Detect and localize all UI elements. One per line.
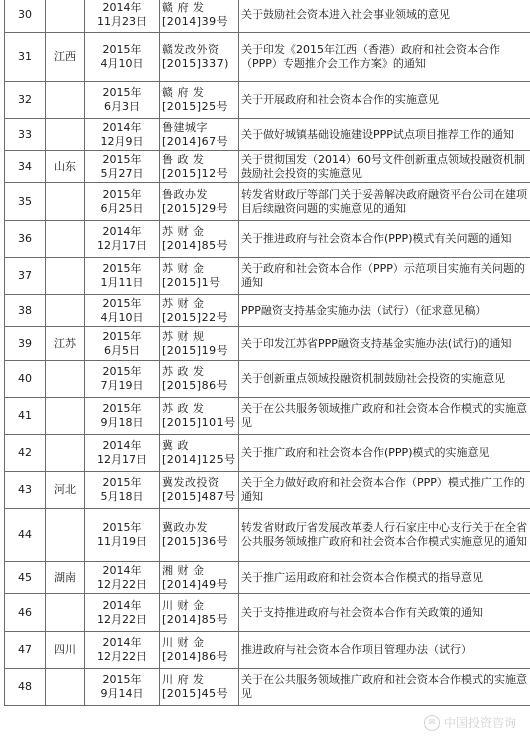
row-number: 43 bbox=[5, 472, 46, 509]
province-cell bbox=[46, 119, 85, 151]
date-day: 4月10日 bbox=[100, 57, 144, 70]
row-number: 35 bbox=[5, 183, 46, 221]
doc-issuer: 鲁政办发 bbox=[162, 187, 208, 201]
date-day: 4月10日 bbox=[100, 310, 144, 324]
doc-serial: [2014]67号 bbox=[162, 134, 229, 148]
province-cell bbox=[46, 258, 85, 295]
doc-issuer: 湘 财 金 bbox=[162, 563, 205, 577]
doc-number-cell bbox=[160, 509, 239, 562]
row-number: 40 bbox=[5, 361, 46, 398]
doc-number-cell bbox=[160, 398, 239, 435]
date-year: 2015年 bbox=[102, 673, 142, 686]
province-cell: 河北 bbox=[46, 472, 85, 509]
doc-serial: [2014]86号 bbox=[162, 650, 229, 663]
date-day: 9月18日 bbox=[100, 416, 144, 429]
row-number: 44 bbox=[5, 509, 46, 562]
date-year: 2015年 bbox=[102, 262, 142, 275]
doc-serial: [2015]101号 bbox=[162, 416, 236, 429]
title-cell: 关于推广政府和社会资本合作(PPP)模式的实施意见 bbox=[239, 435, 530, 472]
doc-serial: [2014]85号 bbox=[162, 612, 229, 626]
date-day: 12月22日 bbox=[97, 650, 147, 663]
date-year: 2015年 bbox=[102, 152, 142, 166]
title-cell: 关于推进政府与社会资本合作(PPP)模式有关问题的通知 bbox=[239, 221, 530, 258]
table-row bbox=[5, 183, 530, 221]
table-row bbox=[5, 669, 530, 706]
date-day: 12月9日 bbox=[100, 134, 144, 148]
doc-issuer: 鲁 政 发 bbox=[162, 152, 205, 166]
doc-issuer: 苏 财 金 bbox=[162, 262, 205, 275]
doc-issuer: 赣 府 发 bbox=[162, 86, 205, 99]
doc-issuer: 苏 财 规 bbox=[162, 329, 205, 343]
doc-issuer: 冀政办发 bbox=[162, 521, 208, 534]
title-cell: 关于全力做好政府和社会资本合作（PPP）模式推广工作的通知 bbox=[239, 472, 530, 509]
date-day: 11月19日 bbox=[97, 535, 147, 548]
row-number: 39 bbox=[5, 327, 46, 361]
date-cell bbox=[85, 33, 160, 82]
table-row bbox=[5, 295, 530, 327]
table-row bbox=[5, 435, 530, 472]
title-cell: 关于创新重点领域投融资机制鼓励社会投资的实施意见 bbox=[239, 361, 530, 398]
doc-number-cell bbox=[160, 183, 239, 221]
province-cell: 山东 bbox=[46, 151, 85, 183]
title-cell: 关于开展政府和社会资本合作的实施意见 bbox=[239, 82, 530, 119]
doc-number-cell bbox=[160, 0, 239, 33]
table-row bbox=[5, 472, 530, 509]
doc-number-cell bbox=[160, 435, 239, 472]
table-row bbox=[5, 82, 530, 119]
watermark bbox=[424, 714, 516, 731]
doc-issuer: 冀发改投资 bbox=[162, 476, 220, 489]
row-number: 47 bbox=[5, 632, 46, 669]
date-cell bbox=[85, 0, 160, 33]
date-day: 12月17日 bbox=[97, 453, 147, 466]
doc-number-cell bbox=[160, 361, 239, 398]
date-year: 2015年 bbox=[102, 329, 142, 343]
title-cell: 推进政府与社会资本合作项目管理办法（试行） bbox=[239, 632, 530, 669]
date-year: 2015年 bbox=[102, 476, 142, 489]
table-row bbox=[5, 119, 530, 151]
date-cell bbox=[85, 435, 160, 472]
date-year: 2015年 bbox=[102, 43, 142, 56]
doc-number-cell bbox=[160, 119, 239, 151]
doc-number-cell bbox=[160, 632, 239, 669]
province-cell bbox=[46, 0, 85, 33]
date-cell bbox=[85, 669, 160, 706]
table-row bbox=[5, 0, 530, 33]
province-cell: 江西 bbox=[46, 33, 85, 82]
doc-issuer: 鲁建城字 bbox=[162, 120, 208, 134]
province-cell bbox=[46, 509, 85, 562]
doc-issuer: 赣发改外资 bbox=[162, 43, 220, 56]
title-cell: 关于贯彻国发（2014）60号文件创新重点领域投融资机制鼓励社会投资的实施意见 bbox=[239, 151, 530, 183]
date-year: 2015年 bbox=[102, 187, 142, 201]
doc-issuer: 川 财 金 bbox=[162, 636, 205, 649]
table-row bbox=[5, 327, 530, 361]
province-cell bbox=[46, 221, 85, 258]
date-day: 11月23日 bbox=[97, 14, 147, 28]
table-row bbox=[5, 33, 530, 82]
doc-number-cell bbox=[160, 33, 239, 82]
table-row bbox=[5, 632, 530, 669]
province-cell bbox=[46, 361, 85, 398]
row-number: 32 bbox=[5, 82, 46, 119]
date-year: 2015年 bbox=[102, 296, 142, 310]
date-cell bbox=[85, 183, 160, 221]
row-number: 36 bbox=[5, 221, 46, 258]
row-number: 30 bbox=[5, 0, 46, 33]
date-cell bbox=[85, 119, 160, 151]
doc-serial: [2015]1号 bbox=[162, 276, 221, 289]
province-cell bbox=[46, 295, 85, 327]
date-year: 2015年 bbox=[102, 365, 142, 378]
date-year: 2014年 bbox=[102, 563, 142, 577]
date-year: 2014年 bbox=[102, 636, 142, 649]
date-day: 12月17日 bbox=[97, 239, 147, 252]
doc-number-cell bbox=[160, 472, 239, 509]
row-number: 31 bbox=[5, 33, 46, 82]
doc-issuer: 苏 财 金 bbox=[162, 225, 205, 238]
table-row bbox=[5, 221, 530, 258]
row-number: 45 bbox=[5, 562, 46, 594]
doc-issuer: 苏 政 发 bbox=[162, 365, 205, 378]
date-cell bbox=[85, 327, 160, 361]
table-row bbox=[5, 562, 530, 594]
doc-number-cell bbox=[160, 594, 239, 632]
doc-number-cell bbox=[160, 295, 239, 327]
doc-number-cell bbox=[160, 221, 239, 258]
title-cell: 关于在公共服务领域推广政府和社会资本合作模式的实施意见 bbox=[239, 669, 530, 706]
title-cell: 关于支持推进政府与社会资本合作有关政策的通知 bbox=[239, 594, 530, 632]
date-day: 7月19日 bbox=[100, 379, 144, 392]
date-year: 2015年 bbox=[102, 86, 142, 99]
doc-issuer: 冀 政 bbox=[162, 439, 189, 452]
doc-serial: [2014]85号 bbox=[162, 239, 229, 252]
province-cell bbox=[46, 669, 85, 706]
table-row bbox=[5, 151, 530, 183]
date-cell bbox=[85, 632, 160, 669]
province-cell bbox=[46, 435, 85, 472]
title-cell: PPP融资支持基金实施办法（试行）（征求意见稿） bbox=[239, 295, 530, 327]
doc-serial: [2015]12号 bbox=[162, 166, 229, 180]
date-day: 5月18日 bbox=[100, 490, 144, 503]
doc-serial: [2015]337) bbox=[162, 57, 229, 70]
date-day: 6月3日 bbox=[104, 100, 140, 113]
row-number: 42 bbox=[5, 435, 46, 472]
date-year: 2015年 bbox=[102, 402, 142, 415]
doc-number-cell bbox=[160, 82, 239, 119]
doc-serial: [2015]487号 bbox=[162, 490, 236, 503]
doc-number-cell bbox=[160, 151, 239, 183]
date-cell bbox=[85, 509, 160, 562]
date-cell bbox=[85, 295, 160, 327]
table-row bbox=[5, 509, 530, 562]
doc-serial: [2015]36号 bbox=[162, 535, 229, 548]
title-cell: 转发省财政厅等部门关于妥善解决政府融资平台公司在建项目后续融资问题的实施意见的通知 bbox=[239, 183, 530, 221]
title-cell: 关于政府和社会资本合作（PPP）示范项目实施有关问题的通知 bbox=[239, 258, 530, 295]
doc-serial: [2015]29号 bbox=[162, 201, 229, 215]
doc-number-cell bbox=[160, 258, 239, 295]
table-row bbox=[5, 398, 530, 435]
doc-serial: [2015]86号 bbox=[162, 379, 229, 392]
province-cell: 湖南 bbox=[46, 562, 85, 594]
doc-issuer: 川 府 发 bbox=[162, 673, 205, 686]
date-cell bbox=[85, 562, 160, 594]
doc-issuer: 川 财 金 bbox=[162, 598, 205, 612]
doc-serial: [2014]49号 bbox=[162, 577, 229, 591]
province-cell bbox=[46, 82, 85, 119]
date-cell bbox=[85, 82, 160, 119]
table-row bbox=[5, 258, 530, 295]
province-cell bbox=[46, 398, 85, 435]
date-day: 9月14日 bbox=[100, 687, 144, 700]
title-cell: 关于鼓励社会资本进入社会事业领域的意见 bbox=[239, 0, 530, 33]
wechat-icon: ✉ bbox=[424, 715, 440, 731]
date-cell bbox=[85, 221, 160, 258]
table-row bbox=[5, 361, 530, 398]
date-cell bbox=[85, 472, 160, 509]
row-number: 48 bbox=[5, 669, 46, 706]
doc-issuer: 苏 财 金 bbox=[162, 296, 205, 310]
title-cell: 关于在公共服务领域推广政府和社会资本合作模式的实施意见 bbox=[239, 398, 530, 435]
date-day: 6月25日 bbox=[100, 201, 144, 215]
title-cell: 关于印发江苏省PPP融资支持基金实施办法(试行)的通知 bbox=[239, 327, 530, 361]
doc-serial: [2015]45号 bbox=[162, 687, 229, 700]
row-number: 46 bbox=[5, 594, 46, 632]
row-number: 41 bbox=[5, 398, 46, 435]
title-cell: 关于做好城镇基础设施建设PPP试点项目推荐工作的通知 bbox=[239, 119, 530, 151]
date-cell bbox=[85, 151, 160, 183]
province-cell bbox=[46, 594, 85, 632]
doc-serial: [2015]25号 bbox=[162, 100, 229, 113]
date-year: 2014年 bbox=[102, 0, 142, 14]
date-day: 12月22日 bbox=[97, 612, 147, 626]
date-cell bbox=[85, 398, 160, 435]
date-year: 2014年 bbox=[102, 598, 142, 612]
watermark-text: 中国投资咨询 bbox=[443, 716, 516, 730]
table-row bbox=[5, 594, 530, 632]
doc-serial: [2014]125号 bbox=[162, 453, 236, 466]
date-year: 2014年 bbox=[102, 120, 142, 134]
date-day: 6月5日 bbox=[104, 343, 140, 357]
doc-issuer: 苏 政 发 bbox=[162, 402, 205, 415]
policy-table bbox=[4, 0, 530, 706]
date-cell bbox=[85, 258, 160, 295]
doc-serial: [2015]22号 bbox=[162, 310, 229, 324]
doc-number-cell bbox=[160, 327, 239, 361]
title-cell: 关于推广运用政府和社会资本合作模式的指导意见 bbox=[239, 562, 530, 594]
province-cell: 江苏 bbox=[46, 327, 85, 361]
title-cell: 关于印发《2015年江西（香港）政府和社会资本合作（PPP）专题推介会工作方案》的通知 bbox=[239, 33, 530, 82]
doc-number-cell bbox=[160, 669, 239, 706]
row-number: 38 bbox=[5, 295, 46, 327]
row-number: 37 bbox=[5, 258, 46, 295]
doc-issuer: 赣 府 发 bbox=[162, 0, 205, 14]
policy-table-body bbox=[5, 0, 530, 706]
date-year: 2015年 bbox=[102, 521, 142, 534]
date-cell bbox=[85, 361, 160, 398]
date-year: 2014年 bbox=[102, 225, 142, 238]
doc-number-cell bbox=[160, 562, 239, 594]
doc-serial: [2015]19号 bbox=[162, 343, 229, 357]
province-cell: 四川 bbox=[46, 632, 85, 669]
doc-serial: [2014]39号 bbox=[162, 14, 229, 28]
date-year: 2014年 bbox=[102, 439, 142, 452]
row-number: 34 bbox=[5, 151, 46, 183]
title-cell: 转发省财政厅省发展改革委人行石家庄中心支行关于在全省公共服务领域推广政府和社会资本合作模式实施意见的通知 bbox=[239, 509, 530, 562]
province-cell bbox=[46, 183, 85, 221]
date-day: 12月22日 bbox=[97, 577, 147, 591]
date-day: 5月27日 bbox=[100, 166, 144, 180]
date-day: 1月11日 bbox=[100, 276, 144, 289]
row-number: 33 bbox=[5, 119, 46, 151]
date-cell bbox=[85, 594, 160, 632]
